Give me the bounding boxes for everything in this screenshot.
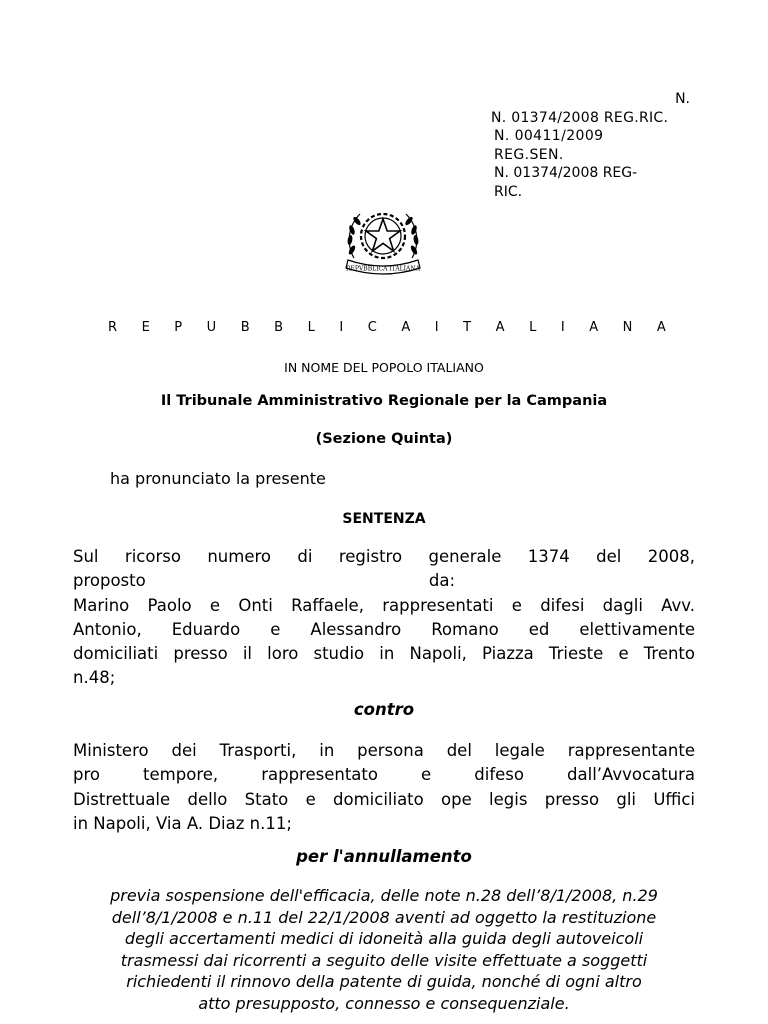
republic-heading: R E P U B B L I C A I T A L I A N A — [108, 320, 676, 335]
paragraph-line: atto presupposto, connesso e consequenziale. — [198, 993, 570, 1013]
case-ref-line: N. 01374/2008 REG- — [494, 165, 638, 181]
paragraph-line: previa sospensione dell'efficacia, delle note n.28 dell’8/1/2008, n.29 — [110, 886, 658, 905]
section-heading: (Sezione Quinta) — [315, 431, 453, 447]
people-heading: IN NOME DEL POPOLO ITALIANO — [284, 360, 484, 375]
case-ref-line: RIC. — [494, 183, 523, 200]
subject-paragraph — [74, 885, 694, 1014]
paragraph-line: in Napoli, Via A. Diaz n.11; — [73, 813, 292, 833]
paragraph-line: Marino Paolo e Onti Raffaele, rappresentati e difesi dagli Avv. — [73, 595, 695, 615]
paragraph-line: degli accertamenti medici di idoneità alla guida degli autoveicoli — [124, 929, 644, 948]
svg-text:REPVBBLICA ITALIANA: REPVBBLICA ITALIANA — [346, 265, 420, 273]
case-reference-block — [491, 90, 704, 201]
paragraph-line: domiciliati presso il loro studio in Napoli, Piazza Trieste e Trento — [73, 644, 695, 664]
case-ref-line: N. 01374/2008 REG.RIC. — [491, 109, 669, 126]
case-ref-line: N. — [675, 91, 690, 107]
paragraph-line: Sul ricorso numero di registro generale 1374 del 2008, — [73, 547, 695, 566]
paragraph-line: pro tempore, rappresentato e difeso dall’Avvocatura — [73, 765, 695, 785]
paragraph-line: Ministero dei Trasporti, in persona del legale rappresentante — [73, 741, 695, 760]
paragraph-line: richiedenti il rinnovo della patente di guida, nonché di ogni altro — [126, 972, 642, 991]
respondent-paragraph — [73, 739, 695, 836]
judgment-title: SENTENZA — [342, 511, 426, 527]
case-ref-line: REG.SEN. — [494, 146, 564, 163]
paragraph-line: dell’8/1/2008 e n.11 del 22/1/2008 aventi ad oggetto la restituzione — [111, 907, 657, 927]
case-ref-line: N. 00411/2009 — [494, 128, 604, 144]
italian-republic-emblem-icon — [340, 198, 426, 282]
paragraph-line: Antonio, Eduardo e Alessandro Romano ed elettivamente — [73, 619, 695, 639]
pronouncement-line: ha pronunciato la presente — [110, 469, 326, 488]
tribunal-heading: Il Tribunale Amministrativo Regionale per la Campania — [160, 393, 608, 409]
against-label: contro — [353, 700, 415, 719]
paragraph-line: n.48; — [73, 668, 116, 688]
paragraph-line: proposto da: — [73, 571, 455, 591]
appeal-paragraph — [73, 545, 695, 691]
paragraph-line: trasmessi dai ricorrenti a seguito delle visite effettuate a soggetti — [120, 950, 648, 970]
paragraph-line: Distrettuale dello Stato e domiciliato ope legis presso gli Uffici — [73, 789, 695, 809]
annulment-label: per l'annullamento — [296, 847, 472, 866]
